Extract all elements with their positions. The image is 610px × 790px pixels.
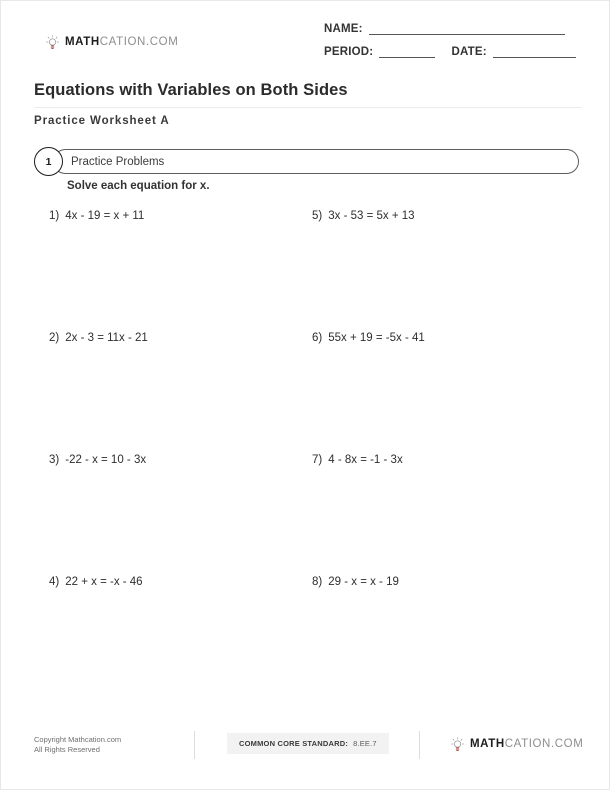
problem-item xyxy=(49,210,144,222)
period-date-field-row xyxy=(324,46,576,58)
page-footer xyxy=(34,729,582,765)
problem-item xyxy=(312,454,403,466)
footer-brand-logo xyxy=(451,737,583,752)
problem-number: 3) xyxy=(49,454,60,466)
problem-number: 2) xyxy=(49,332,60,344)
problem-equation: 3x - 53 = 5x + 13 xyxy=(328,210,415,222)
brand-name-light: CATION.COM xyxy=(99,35,179,48)
problem-item xyxy=(312,576,399,588)
page-header xyxy=(34,23,576,69)
problem-equation: 22 + x = -x - 46 xyxy=(65,576,143,588)
common-core-code: 8.EE.7 xyxy=(353,739,377,748)
problem-number: 8) xyxy=(312,576,323,588)
period-label: PERIOD: xyxy=(324,46,374,58)
brand-name xyxy=(470,739,583,751)
problem-number: 4) xyxy=(49,576,60,588)
brand-name-bold: MATH xyxy=(470,737,505,750)
problem-number: 6) xyxy=(312,332,323,344)
problem-equation: 4 - 8x = -1 - 3x xyxy=(328,454,403,466)
name-field-row xyxy=(324,23,576,35)
problem-number: 7) xyxy=(312,454,323,466)
date-input[interactable] xyxy=(493,46,576,58)
problem-equation: 29 - x = x - 19 xyxy=(328,576,399,588)
page-title: Equations with Variables on Both Sides xyxy=(34,81,348,99)
section-instruction: Solve each equation for x. xyxy=(67,180,210,192)
brand-logo xyxy=(46,35,178,50)
name-label: NAME: xyxy=(324,23,363,35)
date-label: DATE: xyxy=(451,46,487,58)
copyright-line-1: Copyright Mathcation.com xyxy=(34,735,122,744)
common-core-label: COMMON CORE STANDARD: xyxy=(239,739,349,748)
copyright-text xyxy=(34,735,121,755)
lightbulb-icon xyxy=(451,737,464,752)
problem-number: 5) xyxy=(312,210,323,222)
problem-equation: 2x - 3 = 11x - 21 xyxy=(65,332,148,344)
title-divider xyxy=(34,107,582,108)
period-input[interactable] xyxy=(379,46,435,58)
student-info-fields xyxy=(324,23,576,69)
footer-divider-right xyxy=(419,731,420,759)
problem-item xyxy=(49,576,143,588)
brand-name xyxy=(65,37,178,49)
problem-number: 1) xyxy=(49,210,60,222)
section-label: Practice Problems xyxy=(71,156,165,168)
section-number-badge: 1 xyxy=(34,147,63,176)
name-input[interactable] xyxy=(369,23,565,35)
lightbulb-icon xyxy=(46,35,59,50)
page-subtitle: Practice Worksheet A xyxy=(34,115,170,127)
problem-item xyxy=(49,454,146,466)
problem-item xyxy=(312,210,415,222)
problem-list xyxy=(1,210,609,650)
problem-equation: -22 - x = 10 - 3x xyxy=(65,454,147,466)
footer-divider-left xyxy=(194,731,195,759)
copyright-line-2: All Rights Reserved xyxy=(34,745,100,754)
problem-equation: 4x - 19 = x + 11 xyxy=(65,210,145,222)
problem-item xyxy=(312,332,425,344)
common-core-badge xyxy=(227,733,389,754)
brand-name-light: CATION.COM xyxy=(504,737,584,750)
brand-name-bold: MATH xyxy=(65,35,100,48)
problem-equation: 55x + 19 = -5x - 41 xyxy=(328,332,425,344)
problem-item xyxy=(49,332,148,344)
